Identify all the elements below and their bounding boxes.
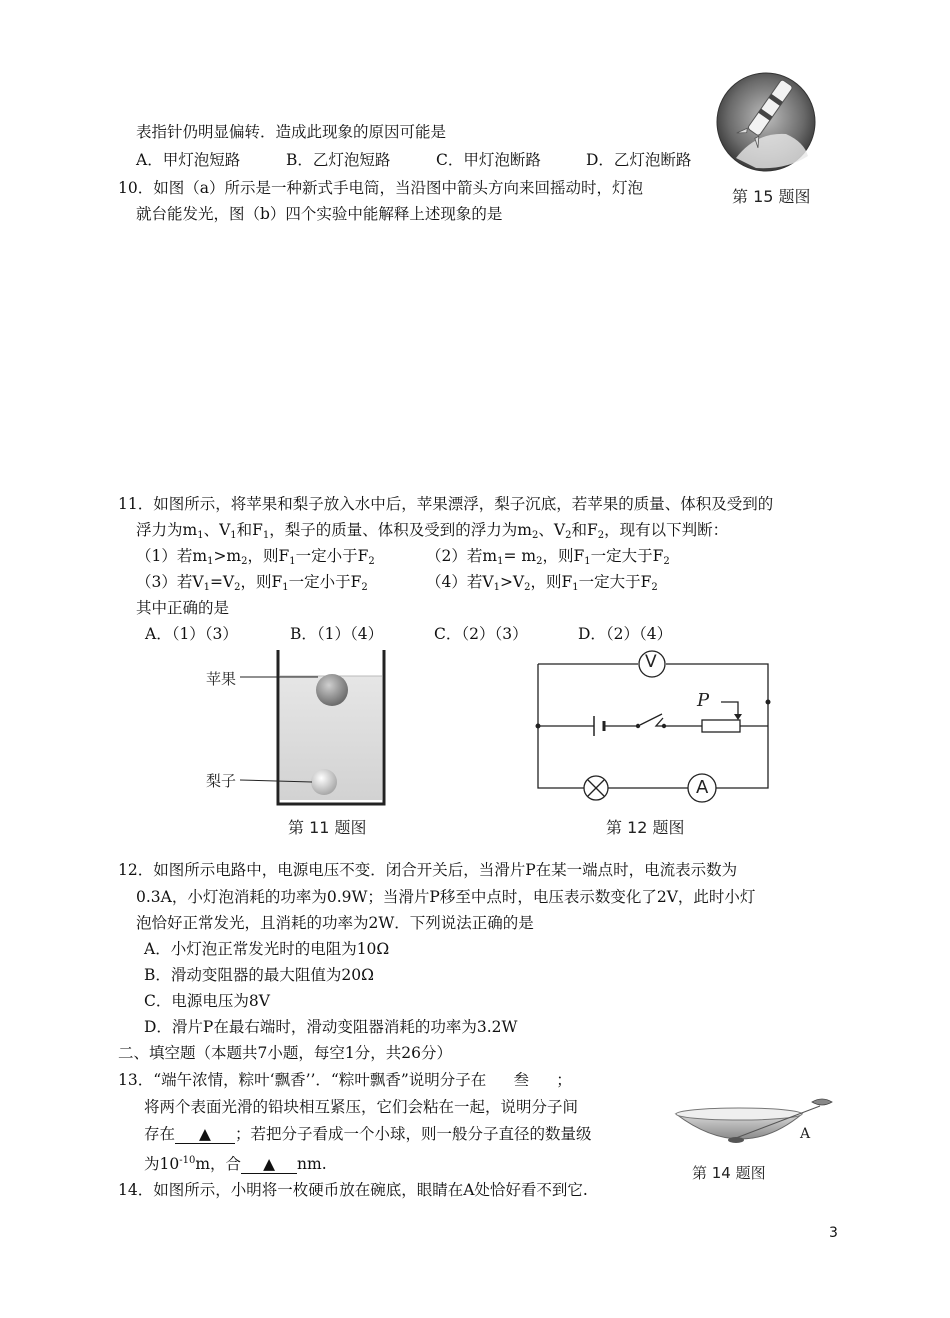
q12-option-c: C．电源电压为8V: [144, 992, 270, 1010]
q13-blank-2: ▲: [175, 1125, 235, 1144]
q10-line-1: 10．如图（a）所示是一种新式手电筒，当沿图中箭头方向来回摇动时，灯泡: [118, 179, 643, 197]
voltmeter-label: V: [645, 652, 657, 672]
figure-11-leader-lines: [240, 670, 340, 790]
q11-judgement-2: （2）若$m_1= m_2$，则$F_1$一定大于$F_2$: [426, 547, 670, 567]
figure-15-rocket-image: [716, 72, 816, 172]
q11-judgement-4: （4）若$V_1>V_2$，则$F_1$一定大于$F_2$: [426, 573, 658, 593]
q11-which: 其中正确的是: [136, 599, 230, 617]
q12-option-b: B．滑动变阻器的最大阻值为20Ω: [144, 966, 374, 984]
q12-line-3: 泡恰好正常发光，且消耗的功率为2W．下列说法正确的是: [136, 914, 534, 932]
label-apple: 苹果: [206, 670, 237, 688]
figure-14-bowl: [672, 1100, 842, 1160]
q9-option-c: C．甲灯泡断路: [436, 151, 541, 169]
q13-line-3: 存在 ▲ ；若把分子看成一个小球，则一般分子直径的数量级: [144, 1125, 592, 1143]
q11-line-1: 11．如图所示，将苹果和梨子放入水中后，苹果漂浮，梨子沉底，若苹果的质量、体积及受到的: [118, 495, 774, 513]
q9-option-a: A．甲灯泡短路: [136, 151, 241, 169]
eye-icon: [812, 1099, 832, 1105]
figure-14-caption: 第 14 题图: [692, 1164, 766, 1182]
section-2-title: 二、填空题（本题共7小题，每空1分，共26分）: [118, 1044, 452, 1062]
q11-option-c: C．（2）（3）: [434, 625, 528, 643]
figure-12-circuit: [538, 652, 778, 802]
page-number: 3: [829, 1225, 838, 1241]
q14-line-1: 14．如图所示，小明将一枚硬币放在碗底，眼睛在A处恰好看不到它.: [118, 1181, 588, 1199]
q12-line-2: 0.3A，小灯泡消耗的功率为0.9W；当滑片P移至中点时，电压表示数变化了2V，此时小灯: [136, 888, 756, 906]
figure-15-caption: 第 15 题图: [732, 187, 811, 206]
q12-option-d: D．滑片P在最右端时，滑动变阻器消耗的功率为3.2W: [144, 1018, 518, 1036]
q13-line-4: 为$10^{-10}m$，合 ▲ nm.: [144, 1155, 327, 1173]
q11-line-2: 浮力为$m_1$、$V_1$和$F_1$，梨子的质量、体积及受到的浮力为$m_2$、$V_2$和$F_2$，现有以下判断：: [136, 521, 729, 541]
q13-blank-3: ▲: [241, 1155, 297, 1174]
q9-option-d: D．乙灯泡断路: [586, 151, 692, 169]
q12-option-a: A．小灯泡正常发光时的电阻为10Ω: [144, 940, 390, 958]
figure-12-caption: 第 12 题图: [606, 818, 685, 837]
ammeter-label: A: [696, 777, 709, 798]
q13-line-2: 将两个表面光滑的铅块相互紧压，它们会粘在一起，说明分子间: [144, 1098, 579, 1116]
q9-option-b: B．乙灯泡短路: [286, 151, 391, 169]
q11-judgement-1: （1）若$m_1>m_2$，则$F_1$一定小于$F_2$: [136, 547, 375, 567]
q11-option-b: B．（1）（4）: [290, 625, 384, 643]
q9-text: 表指针仍明显偏转．造成此现象的原因可能是: [136, 123, 447, 141]
q10-line-2: 就台能发光，图（b）四个实验中能解释上述现象的是: [136, 205, 503, 223]
figure-14-label-a: A: [800, 1126, 811, 1142]
q11-option-a: A．（1）（3）: [145, 625, 238, 643]
label-pear: 梨子: [206, 772, 237, 790]
q12-line-1: 12．如图所示电路中，电源电压不变．闭合开关后，当滑片P在某一端点时，电流表示数为: [118, 861, 738, 879]
q13-blank-1: 叁: [513, 1071, 530, 1089]
q11-judgement-3: （3）若$V_1=V_2$，则$F_1$一定小于$F_2$: [136, 573, 368, 593]
slider-label: P: [697, 690, 710, 711]
q11-option-d: D．（2）（4）: [578, 625, 673, 643]
figure-11-caption: 第 11 题图: [288, 818, 367, 837]
q13-line-1: 13．“端午浓情，粽叶‘飘香’’．“粽叶飘香”说明分子在 叁 ；: [118, 1071, 572, 1089]
